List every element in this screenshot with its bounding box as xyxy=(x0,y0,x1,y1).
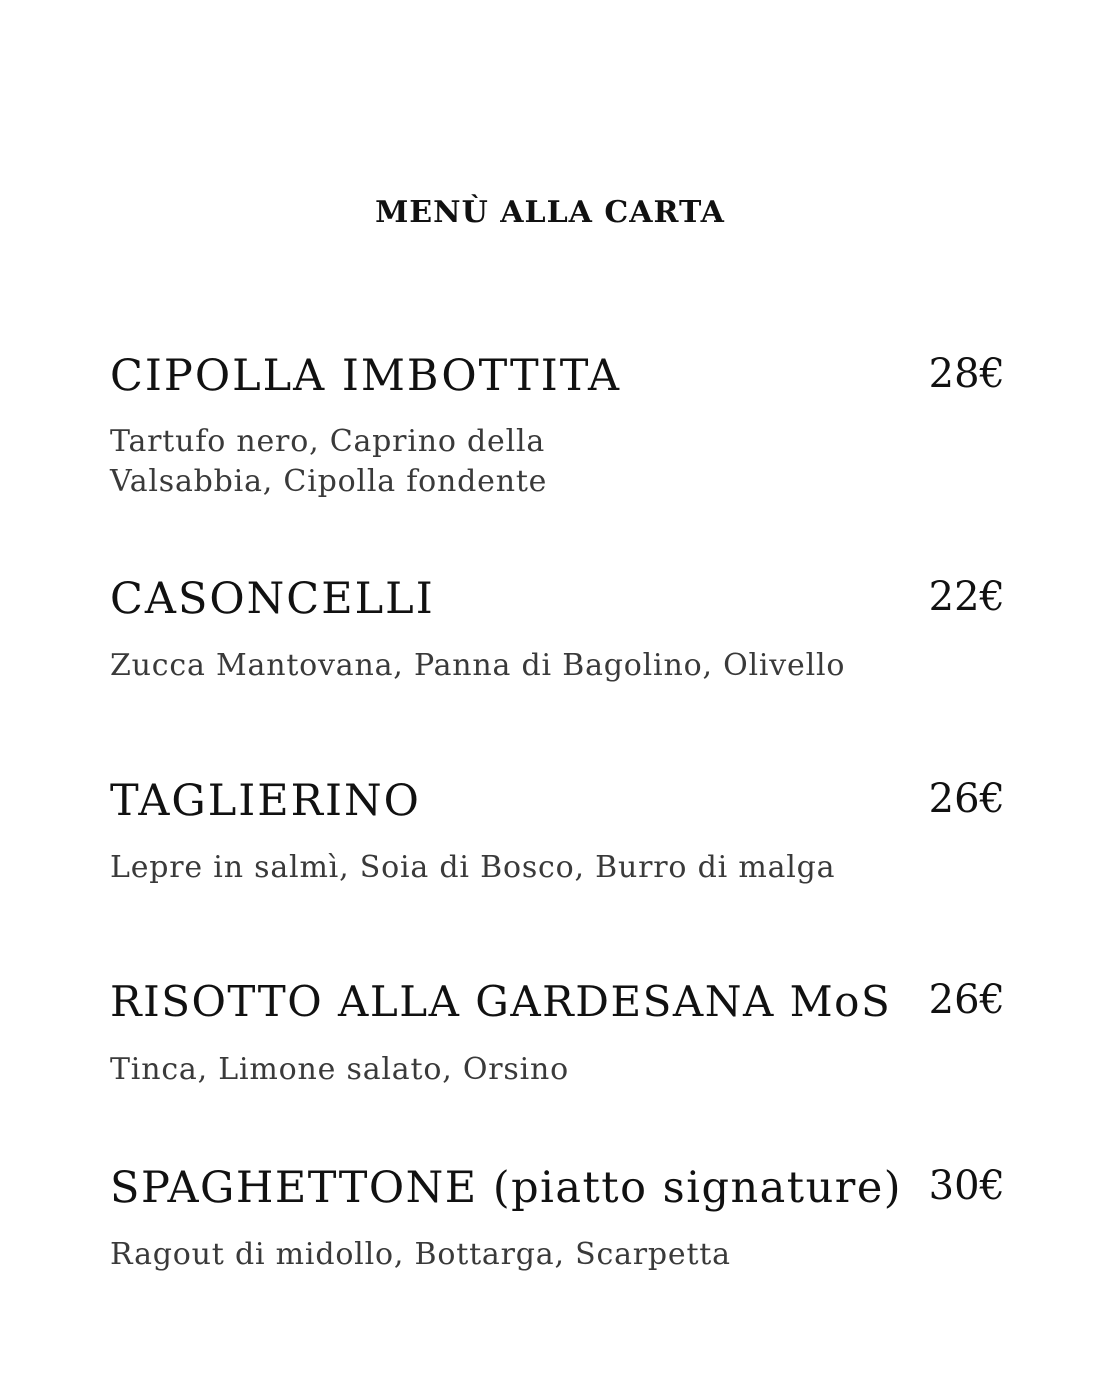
item-price: 22€ xyxy=(928,574,1005,620)
item-price: 26€ xyxy=(928,977,1005,1023)
item-description-line: Lepre in salmì, Soia di Bosco, Burro di malga xyxy=(110,850,836,885)
item-description xyxy=(110,1050,910,1090)
item-price: 30€ xyxy=(928,1163,1005,1209)
item-description-line: Valsabbia, Cipolla fondente xyxy=(110,464,548,499)
item-name: TAGLIERINO xyxy=(110,776,421,826)
item-description xyxy=(110,422,730,502)
item-description-line: Ragout di midollo, Bottarga, Scarpetta xyxy=(110,1237,731,1272)
item-description-line: Tinca, Limone salato, Orsino xyxy=(110,1052,569,1087)
item-name: CIPOLLA IMBOTTITA xyxy=(110,351,622,401)
item-description xyxy=(110,646,910,686)
menu-title: MENÙ ALLA CARTA xyxy=(375,195,725,230)
item-description xyxy=(110,1235,910,1275)
item-name: SPAGHETTONE (piatto signature) xyxy=(110,1163,903,1213)
item-price: 28€ xyxy=(928,351,1005,397)
item-name: CASONCELLI xyxy=(110,574,435,624)
item-description-line: Zucca Mantovana, Panna di Bagolino, Olivello xyxy=(110,648,846,683)
item-name: RISOTTO ALLA GARDESANA MoS xyxy=(110,977,892,1026)
item-description-line: Tartufo nero, Caprino della xyxy=(110,424,546,459)
item-description xyxy=(110,848,910,888)
item-price: 26€ xyxy=(928,776,1005,822)
